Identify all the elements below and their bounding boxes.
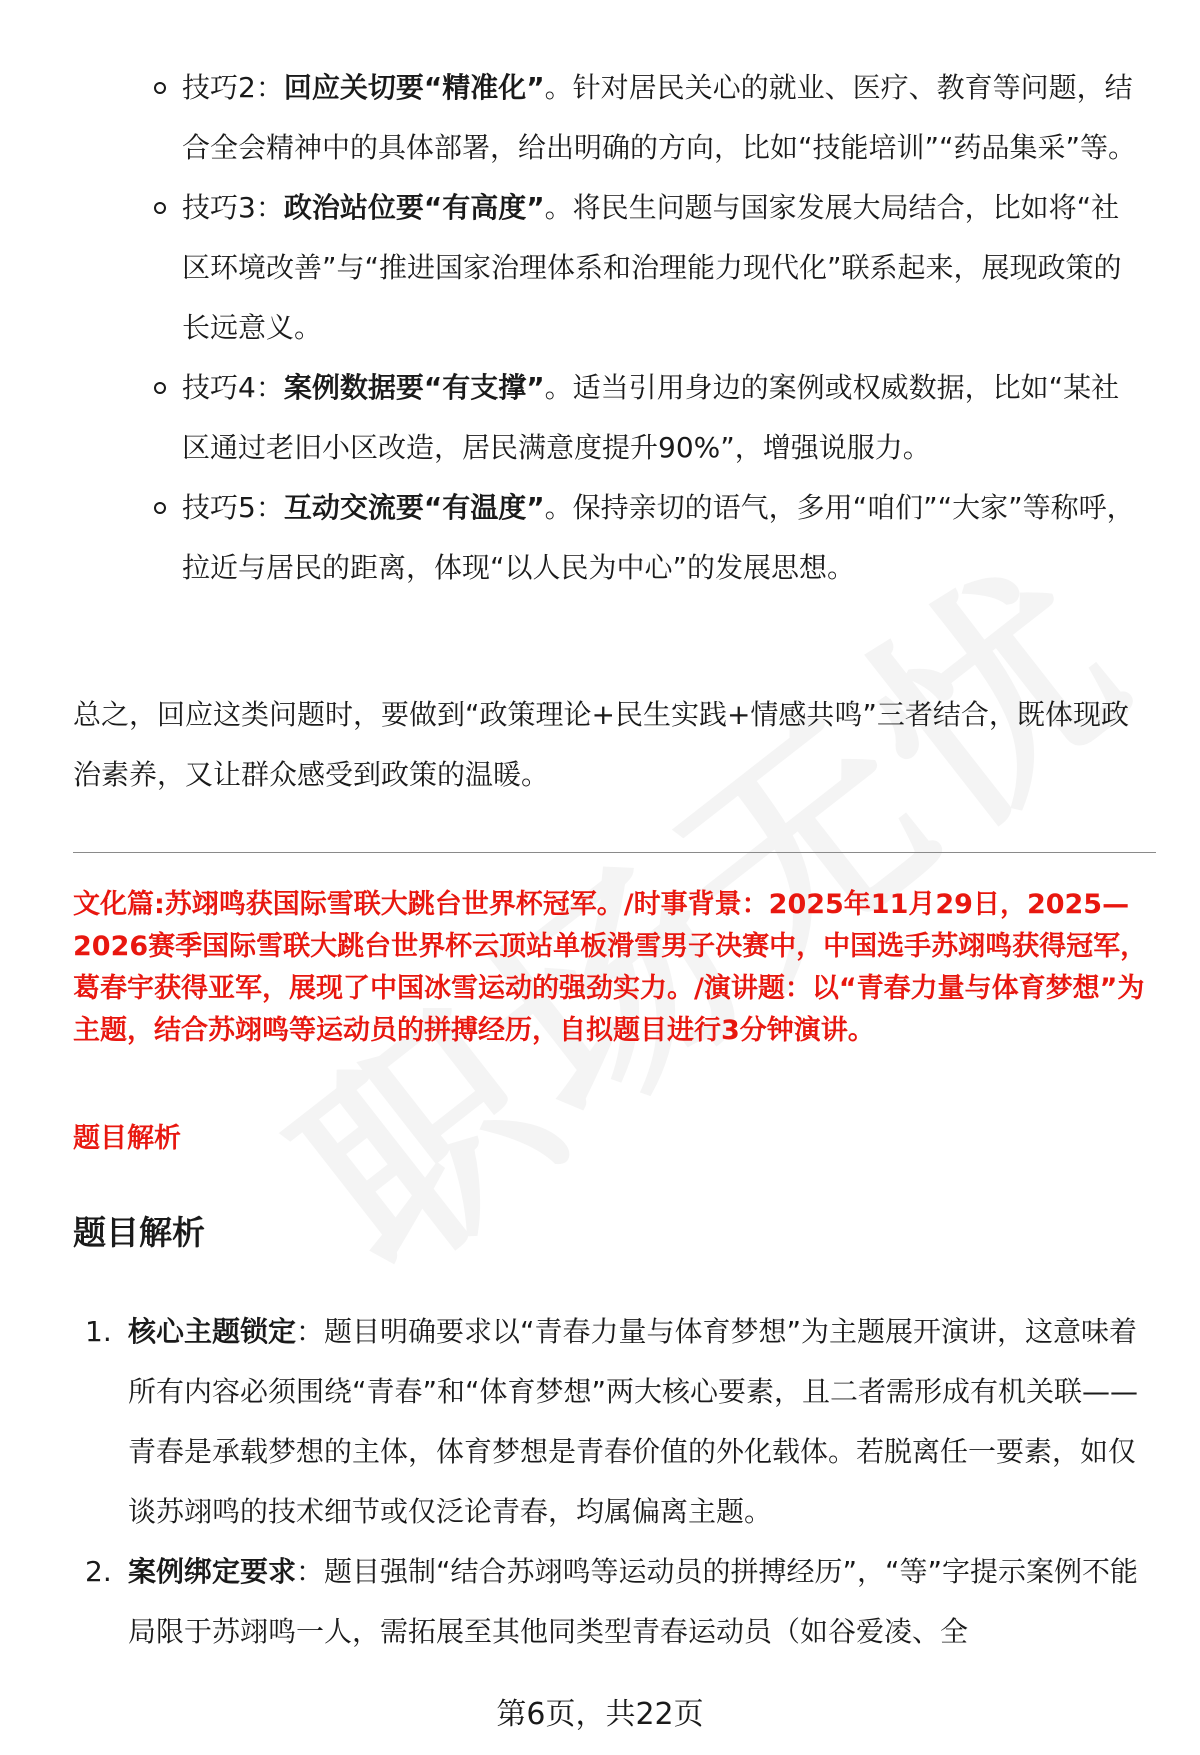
page-number: 第6页，共22页 [496, 1697, 704, 1732]
list-number: 2. [85, 1555, 112, 1588]
tip-prefix: 技巧4： [182, 371, 284, 404]
list-item [150, 358, 1140, 478]
tip-text: 。保持亲切的语气，多用“咱们”“大家”等称呼，拉近与居民的距离，体现“以人民为中心”的发展思想。 [182, 491, 1135, 584]
item-bold: 核心主题锁定 [128, 1315, 297, 1348]
list-item [150, 58, 1140, 178]
analysis-heading: 题目解析 [73, 1213, 205, 1252]
item-bold: 案例绑定要求 [128, 1555, 297, 1588]
list-item [150, 478, 1140, 598]
bullet-circle-icon [154, 82, 166, 94]
item-text: ：题目明确要求以“青春力量与体育梦想”为主题展开演讲，这意味着所有内容必须围绕“青春”和“体育梦想”两大核心要素，且二者需形成有机关联——青春是承载梦想的主体，体育梦想是青春价值的外化载体。若脱离任一要素，如仅谈苏翊鸣的技术细节或仅泛论青春，均属偏离主题。 [128, 1315, 1139, 1528]
bullet-circle-icon [154, 382, 166, 394]
tip-text: 。适当引用身边的案例或权威数据，比如“某社区通过老旧小区改造，居民满意度提升90%”，增强说服力。 [182, 371, 1120, 464]
list-item [150, 178, 1140, 358]
summary-paragraph: 总之，回应这类问题时，要做到“政策理论+民生实践+情感共鸣”三者结合，既体现政治素养，又让群众感受到政策的温暖。 [73, 698, 1129, 791]
tip-prefix: 技巧3： [182, 191, 284, 224]
bullet-circle-icon [154, 502, 166, 514]
tip-bold: 案例数据要“有支撑” [283, 371, 545, 404]
bullet-circle-icon [154, 202, 166, 214]
tip-text: 。针对居民关心的就业、医疗、教育等问题，结合全会精神中的具体部署，给出明确的方向，比如“技能培训”“药品集采”等。 [182, 71, 1137, 164]
tips-list [150, 58, 1140, 598]
item-text: ：题目强制“结合苏翊鸣等运动员的拼搏经历”，“等”字提示案例不能局限于苏翊鸣一人，需拓展至其他同类型青春运动员（如谷爱凌、全 [128, 1555, 1139, 1648]
tip-bold: 政治站位要“有高度” [283, 191, 545, 224]
list-number: 1. [85, 1315, 112, 1348]
list-item [73, 1542, 1153, 1662]
list-item [73, 1302, 1153, 1542]
question-sub-label: 题目解析 [73, 1123, 181, 1154]
section-divider [73, 852, 1156, 853]
tip-bold: 互动交流要“有温度” [283, 491, 545, 524]
tip-prefix: 技巧2： [182, 71, 284, 104]
question-prompt: 文化篇:苏翊鸣获国际雪联大跳台世界杯冠军。/时事背景：2025年11月29日，2025—2026赛季国际雪联大跳台世界杯云顶站单板滑雪男子决赛中，中国选手苏翊鸣获得冠军，葛春宇获得亚军，展现了中国冰雪运动的强劲实力。/演讲题：以“青春力量与体育梦想”为主题，结合苏翊鸣等运动员的拼搏经历，自拟题目进行3分钟演讲。 [73, 889, 1148, 1046]
tip-text: 。将民生问题与国家发展大局结合，比如将“社区环境改善”与“推进国家治理体系和治理能力现代化”联系起来，展现政策的长远意义。 [182, 191, 1122, 344]
tip-bold: 回应关切要“精准化” [283, 71, 545, 104]
analysis-list [73, 1302, 1153, 1662]
tip-prefix: 技巧5： [182, 491, 284, 524]
